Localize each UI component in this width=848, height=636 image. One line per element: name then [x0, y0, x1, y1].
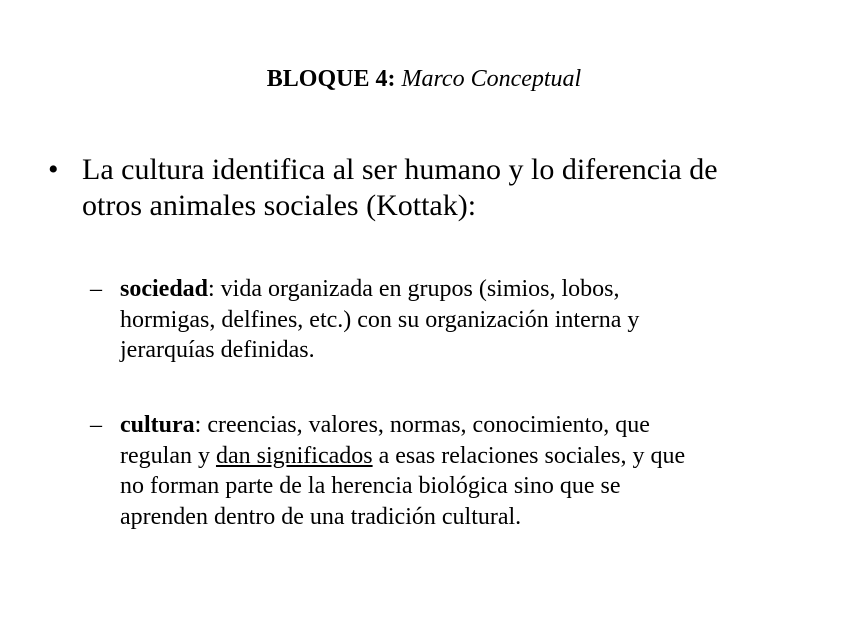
slide-title [0, 63, 848, 95]
definition-text: regulan y [120, 442, 216, 469]
term-cultura: cultura [120, 412, 195, 438]
sub-bullet-text [120, 274, 790, 366]
dash-icon: – [90, 412, 102, 438]
sub-bullet-line: no forman parte de la herencia biológica sino que se [120, 473, 621, 499]
sub-bullet-line [120, 274, 790, 305]
definition-text: a esas relaciones sociales, y que [372, 442, 686, 469]
sub-bullet-line: aprenden dentro de una tradición cultural. [120, 503, 522, 530]
title-italic: Marco Conceptual [401, 66, 582, 92]
title-bold: BLOQUE 4: [266, 66, 396, 92]
definition-text: : creencias, valores, normas, conocimiento, que [194, 412, 650, 438]
sub-bullet-line: jerarquías definidas. [120, 337, 315, 363]
sub-bullet-line: hormigas, delfines, etc.) con su organización interna y [120, 306, 640, 333]
sub-bullet-line [120, 441, 790, 472]
bullet-icon: • [48, 153, 59, 186]
dash-icon: – [90, 276, 102, 302]
main-bullet-line: otros animales sociales (Kottak): [82, 189, 477, 222]
main-bullet-line: La cultura identifica al ser humano y lo diferencia de [82, 153, 718, 186]
term-sociedad: sociedad [120, 276, 209, 302]
main-bullet-text [82, 152, 802, 224]
sub-bullet-line [120, 410, 790, 441]
definition-text: : vida organizada en grupos (simios, lobos, [208, 276, 620, 302]
underlined-phrase: dan significados [215, 442, 373, 469]
sub-bullet-text [120, 410, 790, 532]
